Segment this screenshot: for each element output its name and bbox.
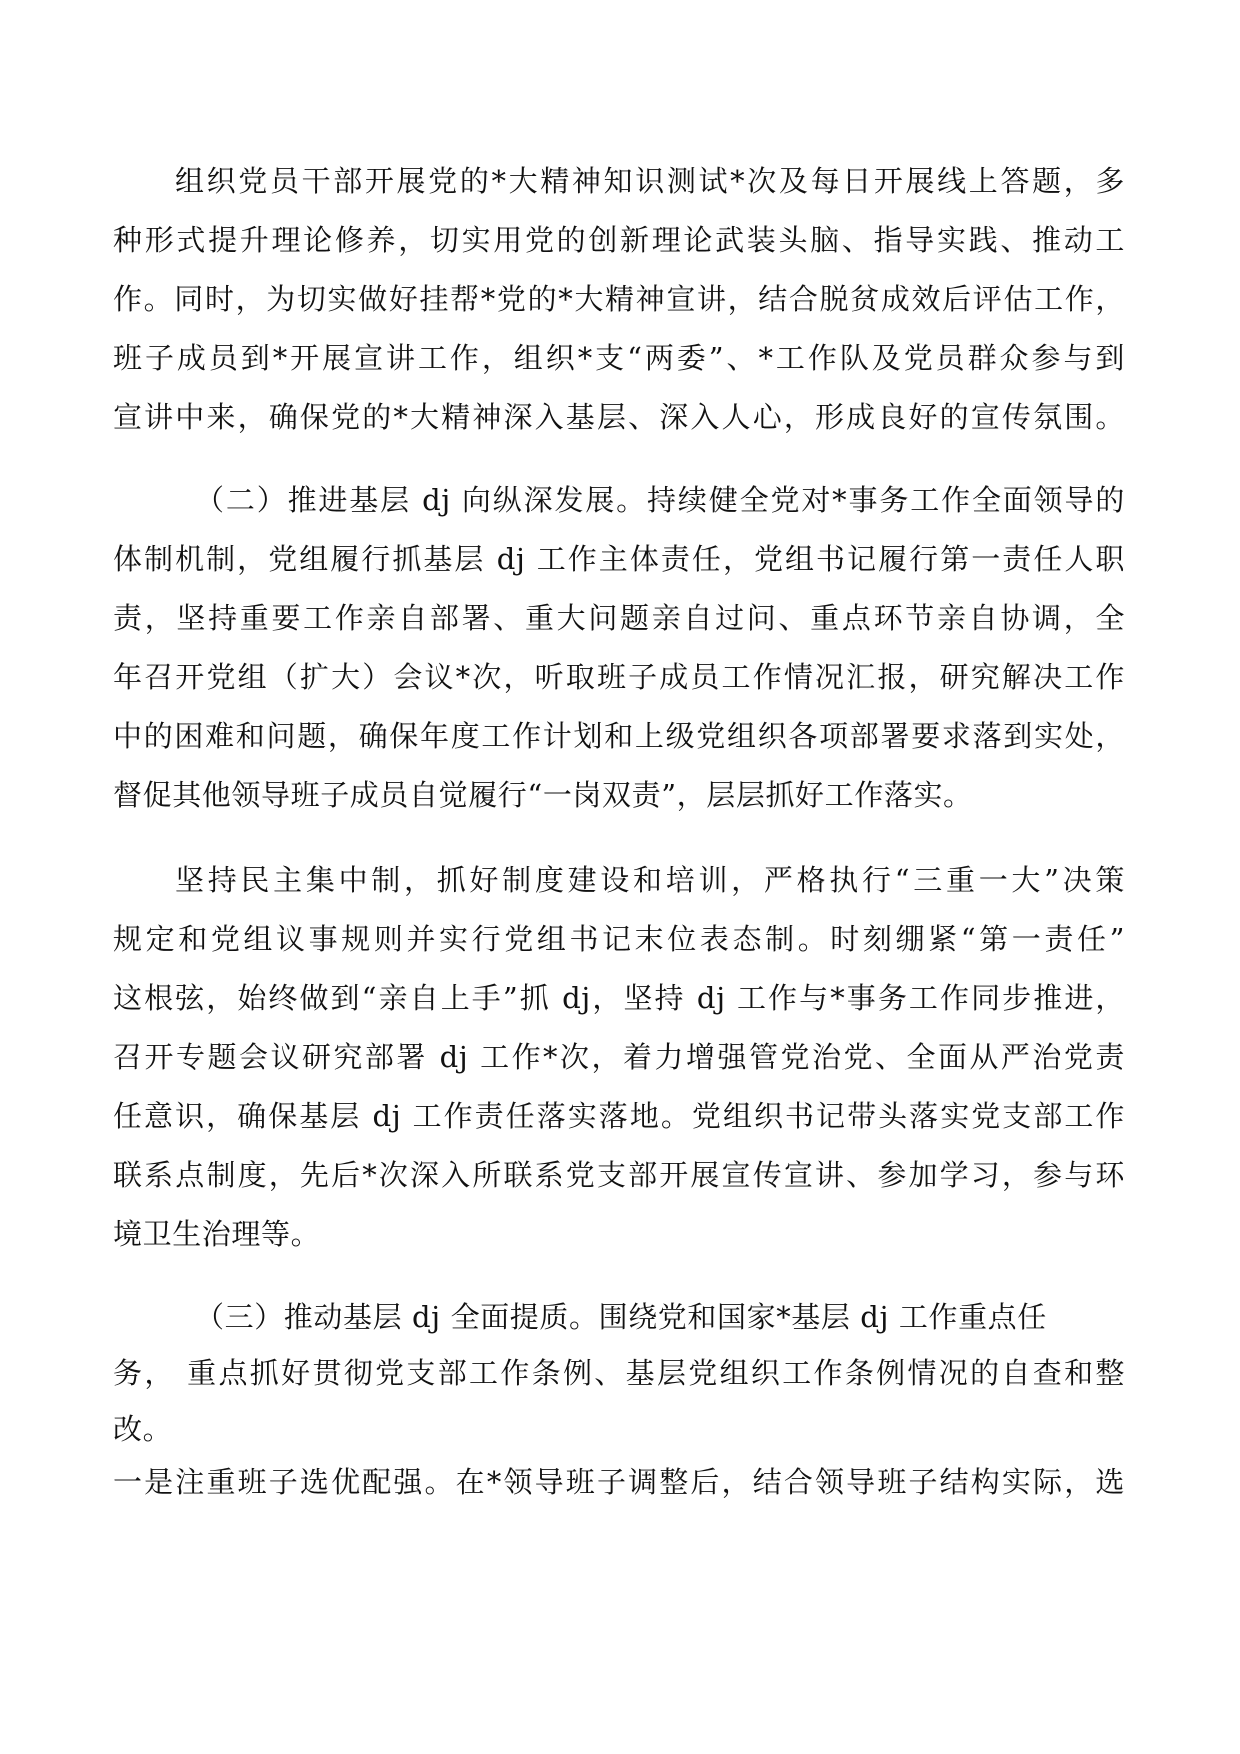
paragraph-line: 体制机制，党组履行抓基层 dj 工作主体责任，党组书记履行第一责任人职 <box>113 542 1125 576</box>
paragraph-line: 规定和党组议事规则并实行党组书记末位表态制。时刻绷紧“第一责任” <box>113 922 1125 956</box>
paragraph-line: 坚持民主集中制，抓好制度建设和培训，严格执行“三重一大”决策 <box>175 863 1125 897</box>
paragraph-1 <box>113 152 1125 447</box>
section-heading-line: （二）推进基层 dj 向纵深发展。持续健全党对*事务工作全面领导的 <box>195 483 1125 517</box>
paragraph-3 <box>113 851 1125 1264</box>
paragraph-line: 年召开党组（扩大）会议*次，听取班子成员工作情况汇报，研究解决工作 <box>113 660 1125 694</box>
paragraph-4 <box>113 1289 1125 1507</box>
paragraph-line: 督促其他领导班子成员自觉履行“一岗双责”，层层抓好工作落实。 <box>113 778 973 812</box>
paragraph-line: 宣讲中来，确保党的*大精神深入基层、深入人心，形成良好的宣传氛围。 <box>113 400 1125 434</box>
paragraph-line: 境卫生治理等。 <box>113 1217 321 1251</box>
paragraph-line: 班子成员到*开展宣讲工作，组织*支“两委”、*工作队及党员群众参与到 <box>113 341 1125 375</box>
paragraph-line: 这根弦，始终做到“亲自上手”抓 dj，坚持 dj 工作与*事务工作同步推进， <box>113 981 1125 1015</box>
paragraph-line: 改。 <box>113 1412 173 1446</box>
paragraph-line: 中的困难和问题，确保年度工作计划和上级党组织各项部署要求落到实处， <box>113 719 1125 753</box>
paragraph-2 <box>113 471 1125 825</box>
paragraph-line: 联系点制度，先后*次深入所联系党支部开展宣传宣讲、参加学习，参与环 <box>113 1158 1125 1192</box>
paragraph-line: 召开专题会议研究部署 dj 工作*次，着力增强管党治党、全面从严治党责 <box>113 1040 1125 1074</box>
paragraph-line: 责，坚持重要工作亲自部署、重大问题亲自过问、重点环节亲自协调，全 <box>113 601 1125 635</box>
paragraph-line: 务， 重点抓好贯彻党支部工作条例、基层党组织工作条例情况的自查和整 <box>113 1356 1125 1390</box>
section-heading-line: （三）推动基层 dj 全面提质。围绕党和国家*基层 dj 工作重点任 <box>195 1300 1047 1334</box>
paragraph-line: 组织党员干部开展党的*大精神知识测试*次及每日开展线上答题，多 <box>175 164 1125 198</box>
paragraph-line: 任意识，确保基层 dj 工作责任落实落地。党组织书记带头落实党支部工作 <box>113 1099 1125 1133</box>
paragraph-line: 一是注重班子选优配强。在*领导班子调整后，结合领导班子结构实际，选 <box>113 1465 1125 1499</box>
paragraph-line: 作。同时，为切实做好挂帮*党的*大精神宣讲，结合脱贫成效后评估工作， <box>113 282 1125 316</box>
paragraph-line: 种形式提升理论修养，切实用党的创新理论武装头脑、指导实践、推动工 <box>113 223 1125 257</box>
